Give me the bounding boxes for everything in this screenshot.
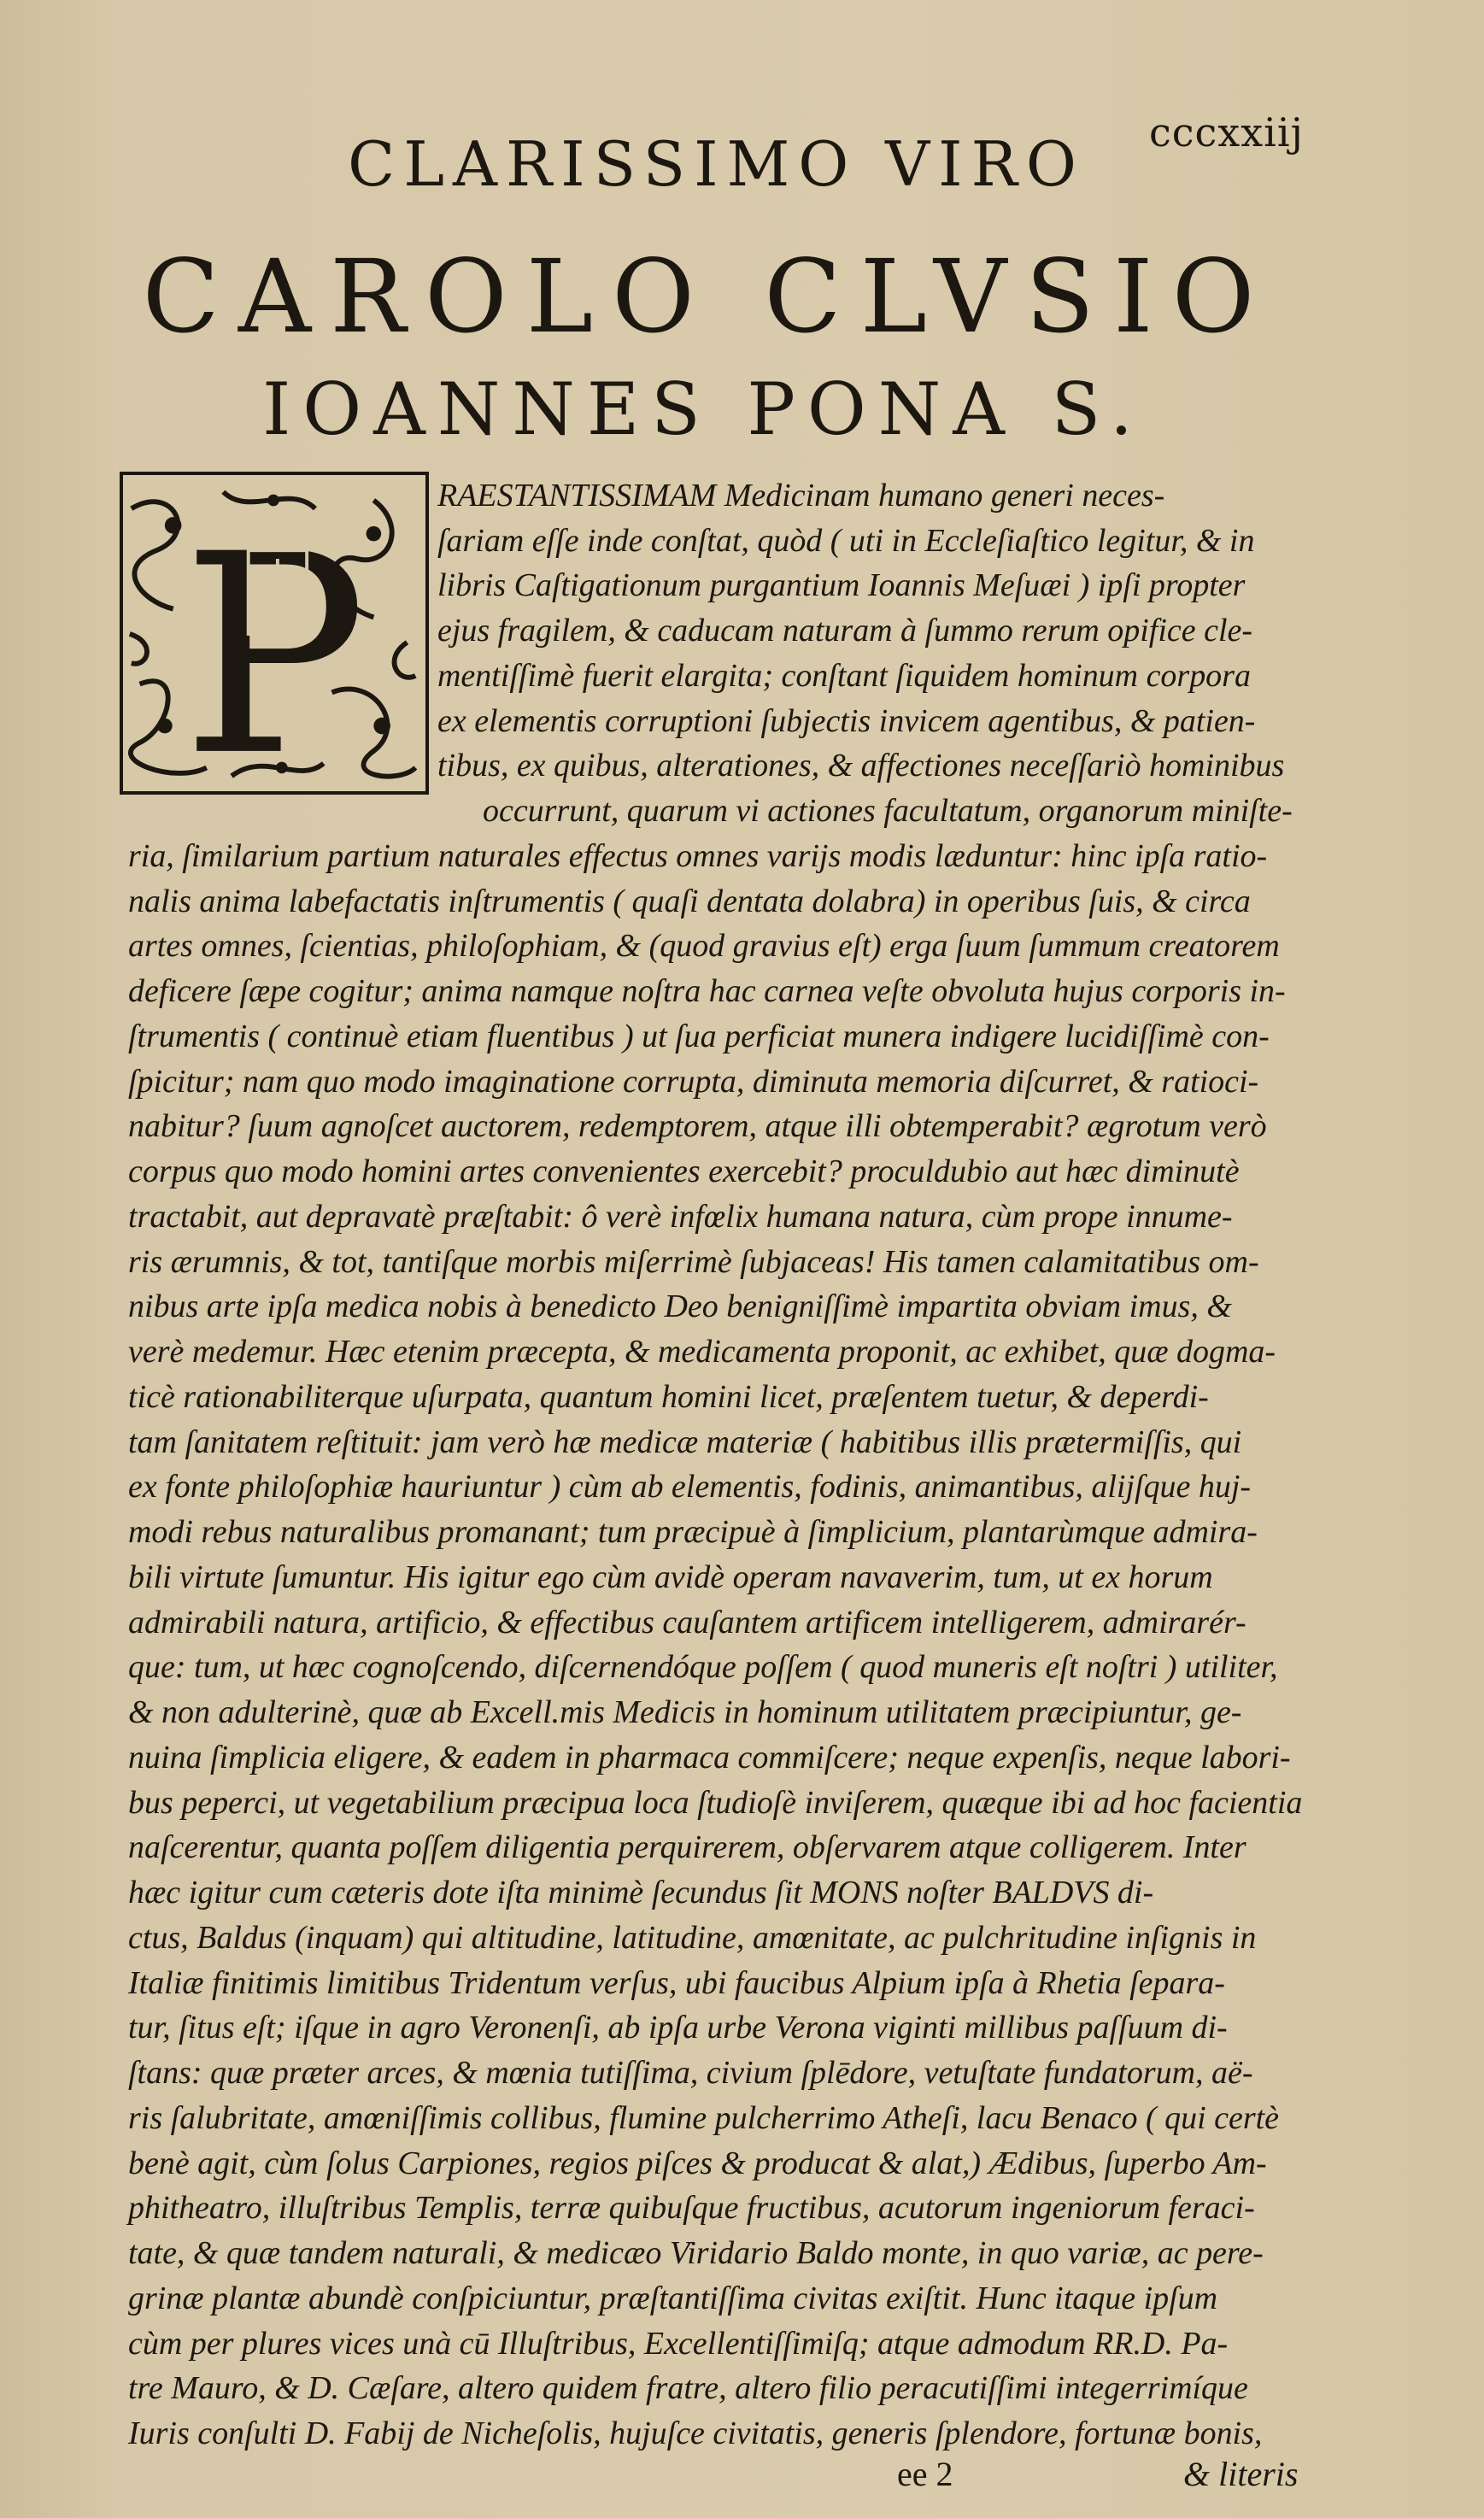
text-line: Iuris conſulti D. Fabij de Nicheſolis, hujuſce civitatis, generis ſplendore, fortunæ bonis, (128, 2415, 1263, 2451)
text-line: mentiſſimè fuerit elargita; conſtant ſiquidem hominum corpora (437, 657, 1251, 694)
folio-number: cccxxiij (1149, 109, 1304, 156)
text-line: admirabili natura, artificio, & effectibus cauſantem artificem intelligerem, admirarér- (128, 1604, 1246, 1641)
text-line: nuina ſimplicia eligere, & eadem in pharmaca commiſcere; neque expenſis, neque labori- (128, 1739, 1291, 1776)
text-line: bus peperci, ut vegetabilium præcipua loca ſtudioſè inviſerem, quæque ibi ad hoc facientia (128, 1784, 1303, 1821)
text-line: nabitur? ſuum agnoſcet auctorem, redemptorem, atque illi obtemperabit? ægrotum verò (128, 1108, 1267, 1145)
text-line: ris ærumnis, & tot, tantiſque morbis miſerrimè ſubjaceas! His tamen calamitatibus om- (128, 1243, 1259, 1280)
text-line: ria, ſimilarium partium naturales effectus omnes varijs modis læduntur: hinc ipſa ratio- (128, 837, 1268, 874)
text-line: phitheatro, illuſtribus Templis, terræ quibuſque fructibus, acutorum ingeniorum feraci- (128, 2190, 1255, 2227)
text-line: nibus arte ipſa medica nobis à benedicto Deo benigniſſimè impartita obviam imus, & (128, 1288, 1232, 1325)
text-line: ticè rationabiliterque uſurpata, quantum homini licet, præſentem tuetur, & deperdi- (128, 1378, 1209, 1415)
text-line: grinæ plantæ abundè conſpiciuntur, præſtantiſſima civitas exiſtit. Hunc itaque ipſum (128, 2280, 1218, 2316)
text-line: benè agit, cùm ſolus Carpiones, regios piſces & producat & alat,) Ædibus, ſuperbo Am- (128, 2145, 1267, 2181)
initial-letter: P (181, 495, 367, 791)
text-line: ſariam eſſe inde conſtat, quòd ( uti in Eccleſiaſtico legitur, & in (437, 522, 1255, 559)
text-line: RAESTANTISSIMAM Medicinam humano generi neces- (437, 478, 1165, 514)
text-line: ejus fragilem, & caducam naturam à ſummo rerum opifice cle- (437, 613, 1252, 649)
text-line: ctus, Baldus (inquam) qui altitudine, latitudine, amœnitate, ac pulchritudine inſignis in (128, 1919, 1257, 1956)
signature-mark: ee 2 (897, 2455, 953, 2493)
text-line: que: tum, ut hæc cognoſcendo, diſcernendóque poſſem ( quod muneris eſt noſtri ) utiliter, (128, 1649, 1278, 1686)
text-line: Italiæ finitimis limitibus Tridentum verſus, ubi faucibus Alpium ipſa à Rhetia ſepara- (128, 1964, 1225, 2001)
text-line: corpus quo modo homini artes convenientes exercebit? proculdubio aut hæc diminutè (128, 1153, 1240, 1190)
text-line: artes omnes, ſcientias, philoſophiam, & (quod gravius eſt) erga ſuum ſummum creatorem (128, 928, 1280, 965)
text-line: cùm per plures vices unà cū Illuſtribus, Excellentiſſimiſq; atque admodum RR.D. Pa- (128, 2325, 1229, 2362)
title-line-3: IOANNES PONA S. (262, 367, 1145, 451)
text-line: verè medemur. Hæc etenim præcepta, & medicamenta proponit, ac exhibet, quæ dogma- (128, 1334, 1276, 1371)
text-line: deficere ſæpe cogitur; anima namque noſtra hac carnea veſte obvoluta hujus corporis in- (128, 973, 1286, 1010)
text-line: tre Mauro, & D. Cæſare, altero quidem fratre, altero filio peracutiſſimi integerrimíque (128, 2370, 1248, 2407)
text-line: ris ſalubritate, amœniſſimis collibus, flumine pulcherrimo Atheſi, lacu Benaco ( qui certè (128, 2099, 1280, 2136)
text-line: ſtans: quæ præter arces, & mœnia tutiſſima, civium ſplēdore, vetuſtate fundatorum, aë- (128, 2055, 1253, 2092)
text-line: tur, ſitus eſt; iſque in agro Veronenſi, ab ipſa urbe Verona viginti millibus paſſuum di- (128, 2010, 1228, 2046)
text-line: ſtrumentis ( continuè etiam fluentibus ) ut ſua perficiat munera indigere lucidiſſimè con- (128, 1018, 1270, 1054)
text-line: occurrunt, quarum vi actiones facultatum, organorum miniſte- (483, 793, 1293, 830)
text-line: tractabit, aut depravatè præſtabit: ô verè infœlix humana natura, cùm prope innume- (128, 1198, 1233, 1235)
title-line-2: CAROLO CLVSIO (142, 238, 1274, 355)
text-line: tate, & quæ tandem naturali, & medicæo Viridario Baldo monte, in quo variæ, ac pere- (128, 2235, 1264, 2272)
text-line: bili virtute ſumuntur. His igitur ego cùm avidè operam navaverim, tum, ut ex horum (128, 1558, 1213, 1595)
text-line: hæc igitur cum cæteris dote iſta minimè ſecundus ſit MONS noſter BALDVS di- (128, 1875, 1154, 1911)
text-line: & non adulterinè, quæ ab Excell.mis Medicis in hominum utilitatem præcipiuntur, ge- (128, 1694, 1242, 1731)
catchword: & literis (1183, 2455, 1299, 2493)
text-line: ex elementis corruptioni ſubjectis invicem agentibus, & patien- (437, 702, 1256, 739)
text-line: tibus, ex quibus, alterationes, & affectiones neceſſariò hominibus (437, 748, 1285, 784)
ornamental-initial-p-icon (120, 472, 429, 795)
text-line: ſpicitur; nam quo modo imaginatione corrupta, diminuta memoria diſcurret, & ratioci- (128, 1063, 1259, 1100)
text-line: libris Caſtigationum purgantium Ioannis Meſuæi ) ipſi propter (437, 567, 1246, 604)
text-line: modi rebus naturalibus promanant; tum præcipuè à ſimplicium, plantarùmque admira- (128, 1514, 1258, 1551)
text-line: nalis anima labefactatis inſtrumentis ( quaſi dentata dolabra) in operibus ſuis, & circa (128, 883, 1251, 919)
text-line: ex fonte philoſophiæ hauriuntur ) cùm ab elementis, fodinis, animantibus, alijſque huj- (128, 1469, 1252, 1506)
text-line: naſcerentur, quanta poſſem diligentia perquirerem, obſervarem atque colligerem. Inter (128, 1829, 1246, 1866)
title-line-1: CLARISSIMO VIRO (348, 128, 1085, 200)
text-line: tam ſanitatem reſtituit: jam verò hæ medicæ materiæ ( habitibus illis prætermiſſis, qui (128, 1423, 1242, 1460)
